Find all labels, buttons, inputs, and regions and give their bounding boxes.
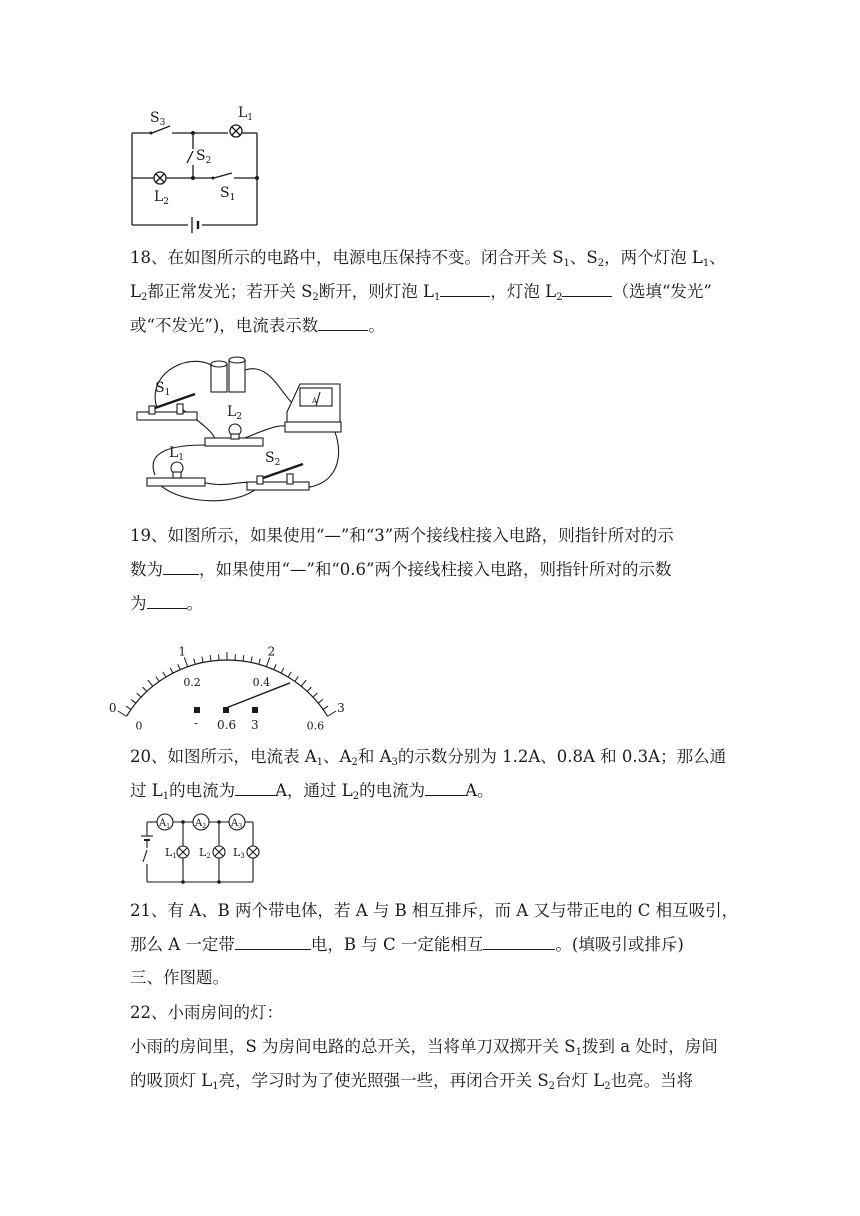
q19-line-3	[130, 587, 730, 621]
sub: 2	[548, 1081, 556, 1092]
terminal-negative	[194, 707, 200, 713]
answer-blank-l1[interactable]	[440, 278, 490, 297]
label-s1	[220, 185, 235, 203]
sub: 3	[391, 757, 398, 768]
sub: 2	[604, 1081, 611, 1092]
q18-line-1	[130, 241, 730, 275]
q19-text: 数为	[130, 560, 163, 579]
dial-tick	[184, 657, 187, 666]
q18-text: 。	[368, 316, 385, 335]
label-s2	[265, 450, 280, 468]
label-l2	[199, 846, 211, 860]
section-title: 三、作图题。	[130, 968, 229, 987]
ammeter-dial	[108, 628, 345, 738]
dial-tick	[118, 711, 127, 716]
q19-text: 为	[130, 594, 147, 613]
label-l2	[154, 189, 169, 207]
q19-text: ，如果使用“—”和“0.6”两个接线柱接入电路，则指针所对的示	[199, 560, 655, 579]
dial-tick	[259, 659, 261, 665]
physical-circuit-q18	[135, 350, 350, 510]
q20-line-1	[130, 740, 730, 774]
dial-tick	[251, 657, 252, 663]
dial-tick	[131, 699, 136, 703]
q18-line-2	[130, 275, 730, 309]
label-s3	[150, 110, 166, 128]
q19-line-1	[130, 519, 730, 553]
q22-title	[130, 996, 730, 1030]
svg-text:L2: L2	[199, 846, 211, 860]
terminal-label: 0.6	[217, 718, 237, 732]
sub: 1	[316, 757, 324, 768]
section-heading	[130, 961, 730, 995]
q18-line-3	[130, 309, 730, 343]
q18-text: ，灯泡 L	[490, 282, 557, 301]
q18-text: 、S	[569, 248, 598, 267]
q20-text: 的电流为	[169, 781, 236, 800]
q22-line-1	[130, 1030, 730, 1064]
dial-tick	[178, 664, 180, 670]
dial-tick	[143, 687, 147, 691]
q22-text: 台灯 L	[555, 1071, 605, 1090]
dial-tick	[170, 668, 173, 673]
q18-text: 18、在如图所示的电路中，电源电压保持不变。闭合开关 S	[130, 248, 564, 267]
question-20	[130, 740, 730, 808]
dial-tick	[163, 672, 166, 677]
dial-tick	[301, 680, 306, 686]
sub: 2	[556, 292, 563, 303]
question-22	[130, 996, 730, 1098]
sub: 1	[162, 791, 170, 802]
label-l1	[169, 445, 184, 463]
svg-text:L1: $L_1$	[238, 105, 254, 123]
dial-tick	[318, 699, 323, 703]
terminal-0-6	[223, 707, 229, 713]
q18-text: （选填“发光”	[612, 282, 712, 301]
q22-text: 拨到 a 处时，房间	[581, 1037, 718, 1056]
dial-tick	[210, 655, 211, 661]
dial-tick	[274, 664, 276, 670]
answer-blank-l2-current[interactable]	[425, 777, 465, 796]
dial-label-small-scale: 0.6	[306, 719, 325, 733]
circuit-diagram-q17	[120, 105, 270, 235]
answer-blank-l2[interactable]	[562, 278, 612, 297]
dial-tick	[323, 706, 328, 709]
dial-label-big-scale: 2	[267, 644, 276, 659]
q22-text: 小雨的房间里，S 为房间电路的总开关，当将单刀双掷开关 S	[130, 1037, 576, 1056]
q18-text: L	[130, 282, 141, 301]
q21-text: 21、有 A、B 两个带电体，若 A 与 B 相互排斥，而 A 又与带正电的 C 相互吸引，	[130, 901, 739, 920]
q22-text: 也亮。当将	[610, 1071, 694, 1090]
dial-tick	[313, 693, 317, 697]
label-l3	[233, 846, 245, 860]
answer-blank-interaction[interactable]	[483, 931, 555, 950]
dial-tick	[295, 677, 298, 682]
q21-line-1	[130, 894, 739, 928]
q20-text: A。	[465, 781, 494, 800]
question-18	[130, 241, 730, 343]
q20-text: 的电流为	[359, 781, 426, 800]
svg-text:S3: $S_3$	[150, 110, 166, 128]
parallel-circuit-q20	[135, 808, 270, 888]
q18-text: 或“不发光”)，电流表示数	[130, 316, 319, 335]
svg-text:L1: $L_1$	[169, 445, 185, 463]
q18-text: 、	[709, 248, 726, 267]
q20-text: 20、如图所示，电流表 A	[130, 747, 317, 766]
q22-line-2	[130, 1064, 730, 1098]
q22-text: 22、小雨房间的灯：	[130, 1003, 283, 1022]
q19-line-2	[130, 553, 730, 587]
terminal-label: 3	[251, 718, 259, 732]
q19-text: 。	[186, 594, 203, 613]
label-l1	[238, 105, 253, 123]
q20-line-2	[130, 774, 730, 808]
answer-blank-3A[interactable]	[163, 556, 199, 575]
q21-text: 。(填吸引或排斥)	[555, 935, 684, 954]
sub: 1	[433, 292, 441, 303]
label-l2	[227, 404, 242, 422]
sub: 1	[563, 258, 570, 269]
sub: 1	[702, 258, 710, 269]
svg-text:L2: $L_2$	[227, 404, 243, 422]
svg-text:S1: $S_1$	[155, 380, 171, 398]
dial-tick	[202, 657, 203, 663]
q20-text: A，通过 L	[275, 781, 353, 800]
q20-text: 、A	[323, 747, 352, 766]
answer-blank-06A[interactable]	[147, 590, 187, 609]
dial-tick	[137, 693, 141, 697]
dial-tick	[281, 668, 284, 673]
dial-tick	[328, 711, 337, 716]
q20-text: 过 L	[130, 781, 163, 800]
dial-tick	[156, 677, 159, 682]
sub: 1	[575, 1047, 582, 1058]
dial-tick	[194, 659, 196, 665]
q18-text: 都正常发光；若开关 S	[147, 282, 313, 301]
question-19	[130, 519, 730, 621]
dial-tick	[126, 706, 131, 709]
dial-label-small-scale: 0.2	[183, 675, 201, 689]
dial-tick	[307, 687, 311, 691]
q18-text: 断开，则灯泡 L	[318, 282, 434, 301]
svg-text:L3: L3	[233, 846, 245, 860]
dial-tick	[243, 655, 244, 661]
svg-text:A1: $A_1$	[159, 818, 171, 830]
dial-label-big-scale: 1	[178, 644, 186, 659]
svg-text:S2: $S_2$	[265, 450, 281, 468]
q19-text: 19、如图所示，如果使用“—”和“3”两个接线柱接入电路，则指针所对的示	[130, 526, 674, 545]
q21-text: 那么 A 一定带	[130, 935, 235, 954]
svg-text:L1: L1	[165, 846, 177, 860]
q22-text: 的吸顶灯 L	[130, 1071, 213, 1090]
answer-blank-l1-current[interactable]	[235, 777, 275, 796]
terminal-label: -	[194, 716, 199, 730]
terminal-3	[252, 707, 258, 713]
q21-line-2	[130, 928, 730, 962]
ammeter-icon: A	[312, 397, 318, 405]
svg-text:S2: $S_2$	[196, 148, 212, 166]
label-l1	[165, 846, 177, 860]
svg-text:S1: $S_1$	[220, 185, 236, 203]
dial-tick	[148, 680, 153, 686]
svg-text:A3: $A_3$	[231, 818, 243, 830]
q20-text: 的示数分别为 1.2A、0.8A 和 0.3A；那么通	[397, 747, 727, 766]
label-s2	[196, 148, 211, 166]
answer-blank-ammeter[interactable]	[318, 312, 368, 331]
sub: 2	[312, 292, 319, 303]
dial-label-big-scale: 0	[108, 700, 117, 715]
svg-text:A2: $A_2$	[195, 818, 207, 830]
label-s1	[155, 380, 170, 398]
dial-tick	[266, 657, 269, 666]
q22-text: 亮，学习时为了使光照强一些，再闭合开关 S	[218, 1071, 549, 1090]
q20-text: 和 A	[357, 747, 392, 766]
dial-label-small-scale: 0.4	[252, 675, 271, 689]
answer-blank-charge[interactable]	[235, 931, 311, 950]
q19-text: 数	[654, 560, 672, 579]
sub: 2	[352, 791, 360, 802]
sub: 1	[212, 1081, 219, 1092]
dial-tick	[288, 672, 291, 677]
dial-label-big-scale: 3	[337, 700, 345, 715]
sub: 2	[597, 258, 605, 269]
sub: 2	[351, 757, 358, 768]
svg-text:L2: $L_2$	[154, 189, 170, 207]
question-21	[130, 894, 739, 962]
q18-text: ，两个灯泡 L	[604, 248, 703, 267]
dial-label-small-scale: 0	[135, 719, 143, 733]
sub: 2	[140, 292, 148, 303]
q21-text: 电，B 与 C 一定能相互	[310, 935, 484, 954]
